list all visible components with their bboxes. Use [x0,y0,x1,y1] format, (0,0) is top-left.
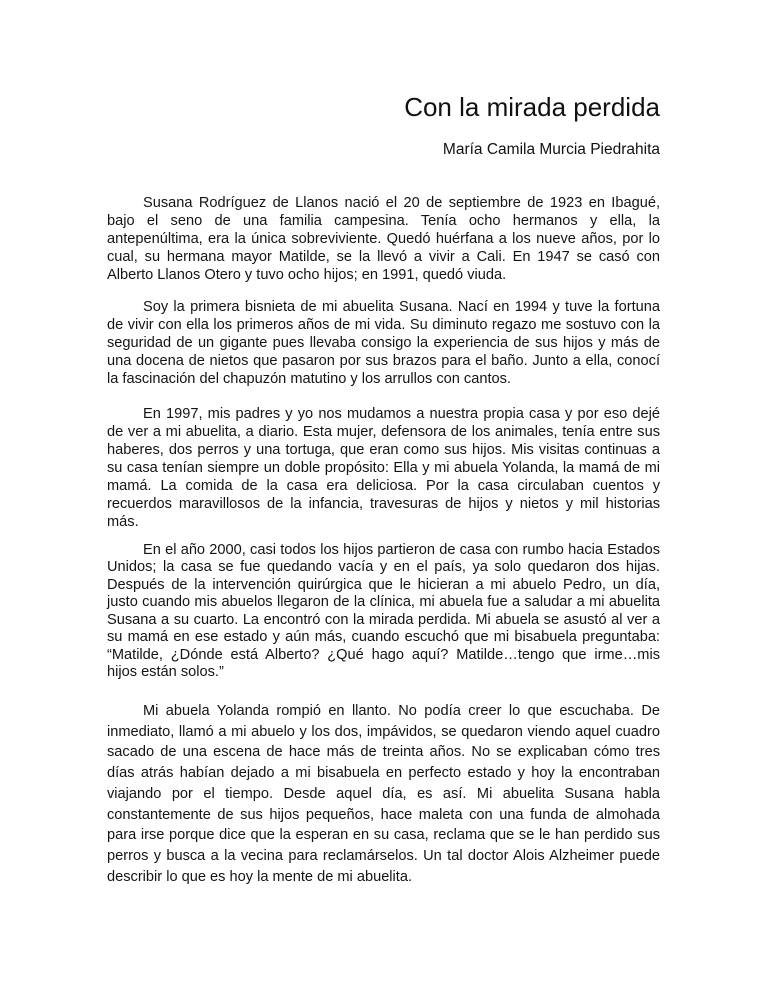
author-name: María Camila Murcia Piedrahita [442,141,660,158]
paragraph: Mi abuela Yolanda rompió en llanto. No podía creer lo que escuchaba. De inmediato, llamó a mi abuelo y los dos, impávidos, se quedaron viendo aquel cuadro sacado de una escena de hace más de treinta años. No se explicaban cómo tres días atrás habían dejado a mi bisabuela en perfecto estado y hoy la encontraban viajando por el tiempo. Desde aquel día, es así. Mi abuelita Susana habla constantemente de sus hijos pequeños, hace maleta con una funda de almohada para irse porque dice que la esperan en su casa, reclama que se le han perdido sus perros y busca a la vecina para reclamárselos. Un tal doctor Alois Alzheimer puede describir lo que es hoy la mente de mi abuelita. [107,703,660,885]
paragraph: Susana Rodríguez de Llanos nació el 20 de septiembre de 1923 en Ibagué, bajo el seno de una familia campesina. Tenía ocho hermanos y ella, la antepenúltima, era la única sobreviviente. Quedó huérfana a los nueve años, por lo cual, su hermana mayor Matilde, se la llevó a vivir a Cali. En 1947 se casó con Alberto Llanos Otero y tuvo ocho hijos; en 1991, quedó viuda. [107,195,660,283]
document-title: Con la mirada perdida [404,92,660,122]
paragraph: Soy la primera bisnieta de mi abuelita Susana. Nací en 1994 y tuve la fortuna de vivir con ella los primeros años de mi vida. Su diminuto regazo me sostuvo con la seguridad de un gigante pues llevaba consigo la experiencia de sus hijos y más de una docena de nietos que pasaron por sus brazos para el baño. Junto a ella, conocí la fascinación del chapuzón matutino y los arrullos con cantos. [107,299,660,387]
paragraph: En 1997, mis padres y yo nos mudamos a nuestra propia casa y por eso dejé de ver a mi abuelita, a diario. Esta mujer, defensora de los animales, tenía entre sus haberes, dos perros y una tortuga, que eran como sus hijos. Mis visitas continuas a su casa tenían siempre un doble propósito: Ella y mi abuela Yolanda, la mamá de mi mamá. La comida de la casa era deliciosa. Por la casa circulaban cuentos y recuerdos maravillosos de la infancia, travesuras de hijos y nietos y mil historias más. [107,406,660,530]
paragraph: En el año 2000, casi todos los hijos partieron de casa con rumbo hacia Estados Unidos; la casa se fue quedando vacía y en el país, ya solo quedaron dos hijas. Después de la intervención quirúrgica que le hicieran a mi abuelo Pedro, un día, justo cuando mis abuelos llegaron de la clínica, mi abuela fue a saludar a mi abuelita Susana a su cuarto. La encontró con la mirada perdida. Mi abuela se asustó al ver a su mamá en ese estado y aún más, cuando escuchó que mi bisabuela preguntaba: “Matilde, ¿Dónde está Alberto? ¿Qué hago aquí? Matilde…tengo que irme…mis hijos están solos.” [107,542,660,681]
